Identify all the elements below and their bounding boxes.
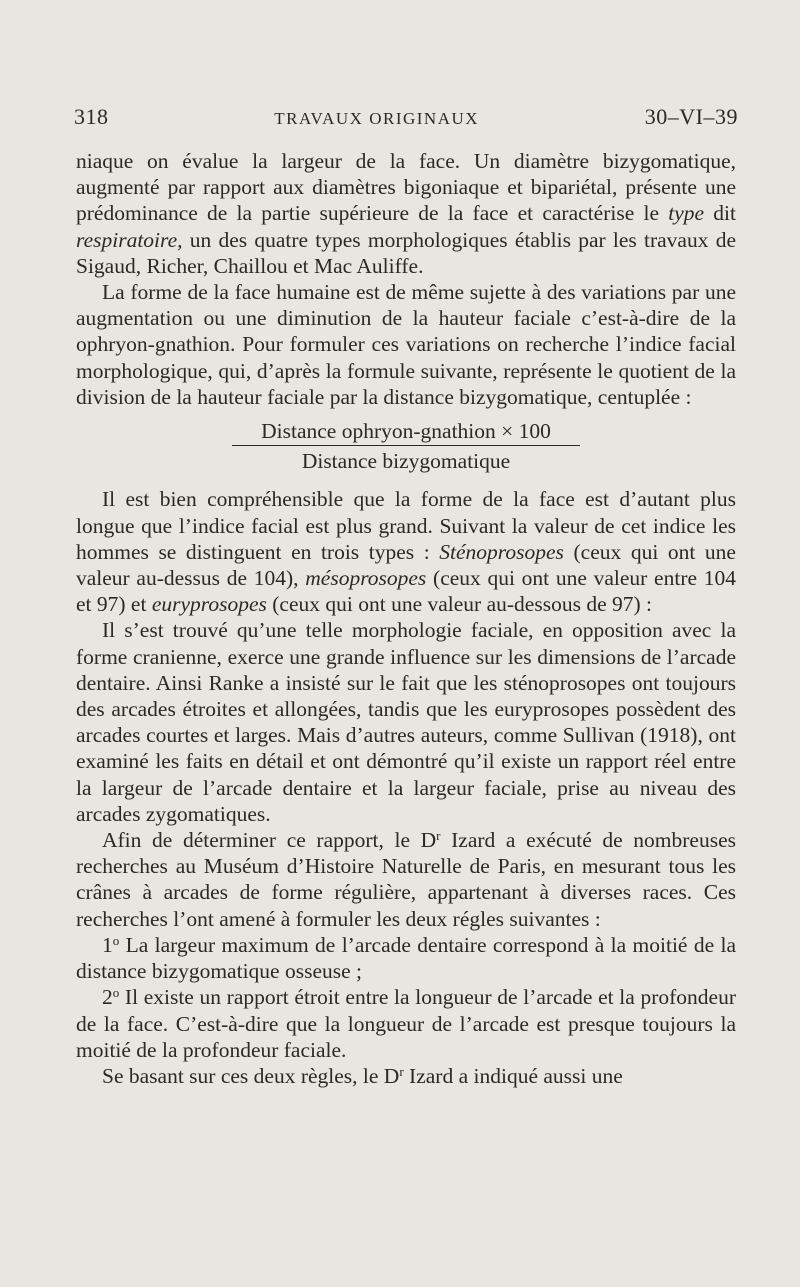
text-run: (ceux qui ont une valeur au-dessus de 104),	[76, 539, 736, 591]
paragraph-6	[76, 1063, 736, 1089]
running-title: TRAVAUX ORIGINAUX	[274, 109, 480, 128]
paragraph-2: La forme de la face humaine est de même sujette à des variations par une augmentation ou une diminution de la hauteur faciale c’est-à-dire de la ophryon-gnathion. Pour formuler ces variations on recherche l’indice facial morphologique, qui, d’après la formule suivante, représente le quotient de la division de la hauteur faciale par la distance bizygomatique, centuplée :	[76, 280, 736, 409]
formula-denominator: Distance bizygomatique	[301, 449, 511, 474]
text-run: (ceux qui ont une valeur entre 104 et 97) et	[76, 566, 736, 617]
superscript: o	[112, 985, 120, 1001]
text-run: La largeur maximum de l’arcade dentaire correspond à la moitié de la distance bizygomatique osseuse ;	[76, 932, 736, 984]
italic-term: Sténoprosopes	[439, 539, 564, 564]
text-run: Izard a exécuté de nombreuses recherches au Muséum d’Histoire Naturelle de Paris, en mesurant tous les crânes à arcades de forme régulière, appartenant à diverses races. Ces recherches l’ont amené à formuler les deux régles suivantes :	[76, 828, 736, 931]
superscript: r	[399, 1063, 404, 1079]
formula-numerator: Distance ophryon-gnathion × 100	[232, 418, 580, 446]
italic-term: mésoprosopes	[305, 566, 427, 591]
superscript: r	[436, 828, 441, 844]
text-run: Il est bien compréhensible que la forme de la face est d’autant plus longue que l’indice facial est plus grand. Suivant la valeur de cet indice les hommes se distinguent en trois types :	[76, 487, 736, 564]
text-run: (ceux qui ont une valeur au-dessous de 97) :	[266, 592, 652, 617]
body-text	[76, 148, 736, 1089]
text-run: Il existe un rapport étroit entre la longueur de l’arcade et la profondeur de la face. C’est-à-dire que la longueur de l’arcade est presque toujours la moitié de la profondeur faciale.	[76, 985, 736, 1062]
page-number: 318	[74, 104, 109, 129]
rule-number: 2	[102, 985, 113, 1010]
text-run: dit	[704, 201, 736, 226]
text-run: Se basant sur ces deux règles, le D	[102, 1063, 400, 1088]
paragraph-4: Il s’est trouvé qu’une telle morphologie faciale, en opposition avec la forme cranienne, exerce une grande influence sur les dimensions de l’arcade dentaire. Ainsi Ranke a insisté sur le fait que les sténoprosopes ont toujours des arcades étroites et allongées, tandis que les euryprosopes possèdent des arcades courtes et larges. Mais d’autres auteurs, comme Sullivan (1918), ont examiné les faits en détail et ont démontré qu’il existe un rapport réel entre la largeur de l’arcade dentaire et la largeur faciale, prise au niveau des arcades zygomatiques.	[76, 618, 736, 826]
running-header	[74, 104, 738, 130]
text-run: un des quatre types morphologiques établis par les travaux de Sigaud, Richer, Chaillou et Mac Auliffe.	[76, 227, 736, 278]
text-run: Afin de déterminer ce rapport, le D	[102, 828, 437, 853]
rule-1	[76, 932, 736, 984]
italic-term: type	[668, 201, 705, 226]
header-date: 30–VI–39	[644, 104, 738, 129]
paragraph-3	[76, 486, 736, 617]
italic-term: respiratoire,	[76, 227, 183, 252]
italic-term: euryprosopes	[151, 592, 267, 617]
text-run: Izard a indiqué aussi une	[403, 1063, 623, 1088]
rule-number: 1	[102, 932, 113, 957]
paragraph-5	[76, 827, 736, 932]
paragraph-1	[76, 148, 736, 279]
facial-index-formula	[76, 418, 736, 474]
text-run: niaque on évalue la largeur de la face. Un diamètre bizygomatique, augmenté par rapport aux diamètres bigoniaque et bipariétal, présente une prédominance de la partie supérieure de la face et caractérise le	[76, 149, 736, 226]
superscript: o	[112, 932, 120, 948]
rule-2	[76, 984, 736, 1063]
